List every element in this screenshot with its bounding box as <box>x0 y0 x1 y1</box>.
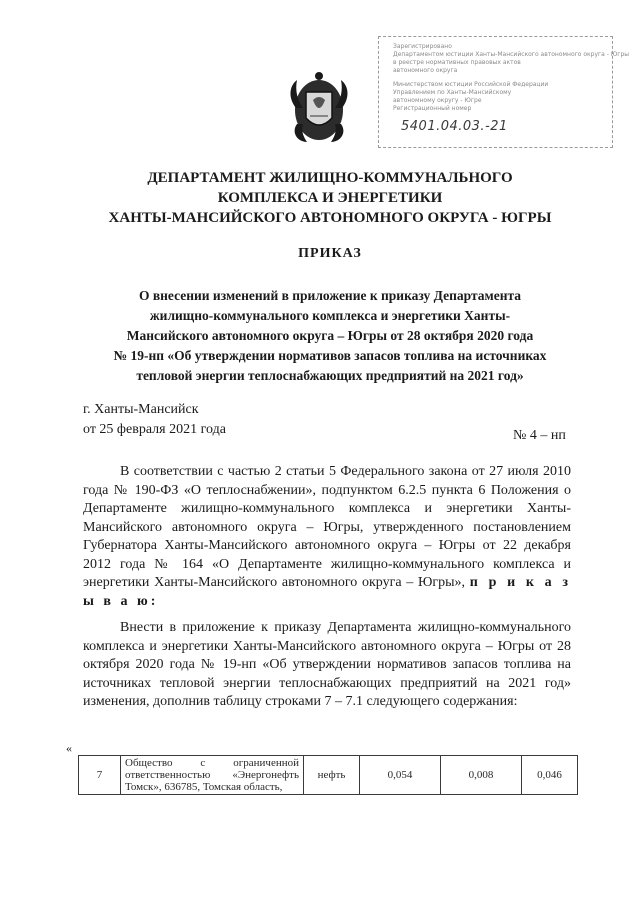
order-title: ПРИКАЗ <box>298 246 362 261</box>
fuel-norms-table <box>78 755 578 795</box>
registration-stamp <box>378 36 630 148</box>
stamp-line: автономного округа <box>393 67 458 74</box>
stamp-line: Регистрационный номер <box>393 105 472 112</box>
subject-line: тепловой энергии теплоснабжающих предприятий на 2021 год» <box>136 368 524 383</box>
value-cell: 0,054 <box>360 756 441 795</box>
fuel-type-cell: нефть <box>304 756 360 795</box>
order-word: п р и к а з ы в а ю: <box>83 575 572 609</box>
department-name-line: ХАНТЫ-МАНСИЙСКОГО АВТОНОМНОГО ОКРУГА - ЮГРЫ <box>108 210 552 226</box>
subject-line: О внесении изменений в приложение к приказу Департамента <box>138 288 522 303</box>
value-cell: 0,008 <box>441 756 522 795</box>
paragraph-amendment: Внести в приложение к приказу Департамента жилищно-коммунального комплекса и энергетики Ханты-Мансийского автономного округа – Югры от 28 октября 2020 года № 19-нп «Об утверждении нормативов запасов топлива на источниках тепловой энергии теплоснабжающих предприятий на 2021 год» изменения, дополнив таблицу строками 7 – 7.1 следующего содержания: <box>83 620 571 709</box>
opening-quote: « <box>66 741 72 755</box>
order-date: от 25 февраля 2021 года <box>83 422 226 437</box>
stamp-line: Управлением по Ханты-Мансийскому <box>393 89 512 96</box>
paragraph-legal-basis <box>83 463 571 611</box>
stamp-registration-number: 5401.04.03.-21 <box>401 119 508 134</box>
stamp-line: Министерством юстиции Российской Федерации <box>393 81 549 88</box>
stamp-line: автономному округу - Югре <box>393 97 482 104</box>
value-cell: 0,046 <box>522 756 578 795</box>
stamp-line: Департаментом юстиции Ханты-Мансийского автономного округа - Югры <box>393 51 630 58</box>
stamp-line: Зарегистрировано <box>393 43 452 50</box>
paragraph-text: В соответствии с частью 2 статьи 5 Федерального закона от 27 июля 2010 года № 190-ФЗ «О теплоснабжении», подпунктом 6.2.5 пункта 6 Положения о Департаменте жилищно-коммунального комплекса и энергетики Ханты-Мансийского автономного округа – Югры, утвержденного постановлением Губернатора Ханты-Мансийского автономного округа – Югры от 22 декабря 2012 года № 164 «О Департаменте жилищно-коммунального комплекса и энергетики Ханты-Мансийского автономного округа – Югры», <box>83 464 571 590</box>
department-name-line: ДЕПАРТАМЕНТ ЖИЛИЩНО-КОММУНАЛЬНОГО <box>147 170 513 186</box>
subject-line: жилищно-коммунального комплекса и энергетики Ханты- <box>149 308 511 323</box>
table-row <box>79 756 578 795</box>
stamp-line: в реестре нормативных правовых актов <box>393 59 521 66</box>
subject-line: Мансийского автономного округа – Югры от 28 октября 2020 года <box>126 328 534 343</box>
subject-line: № 19-нп «Об утверждении нормативов запасов топлива на источниках <box>113 348 547 363</box>
coat-of-arms-emblem <box>283 68 355 148</box>
row-number: 7 <box>79 756 121 795</box>
order-subject <box>80 286 580 386</box>
department-name <box>80 168 580 228</box>
order-number: № 4 – нп <box>513 428 566 443</box>
department-name-line: КОМПЛЕКСА И ЭНЕРГЕТИКИ <box>217 190 443 206</box>
city: г. Ханты-Мансийск <box>83 402 199 417</box>
organization-cell: Общество с ограниченной ответственностью «Энергонефть Томск», 636785, Томская область, <box>121 756 304 795</box>
